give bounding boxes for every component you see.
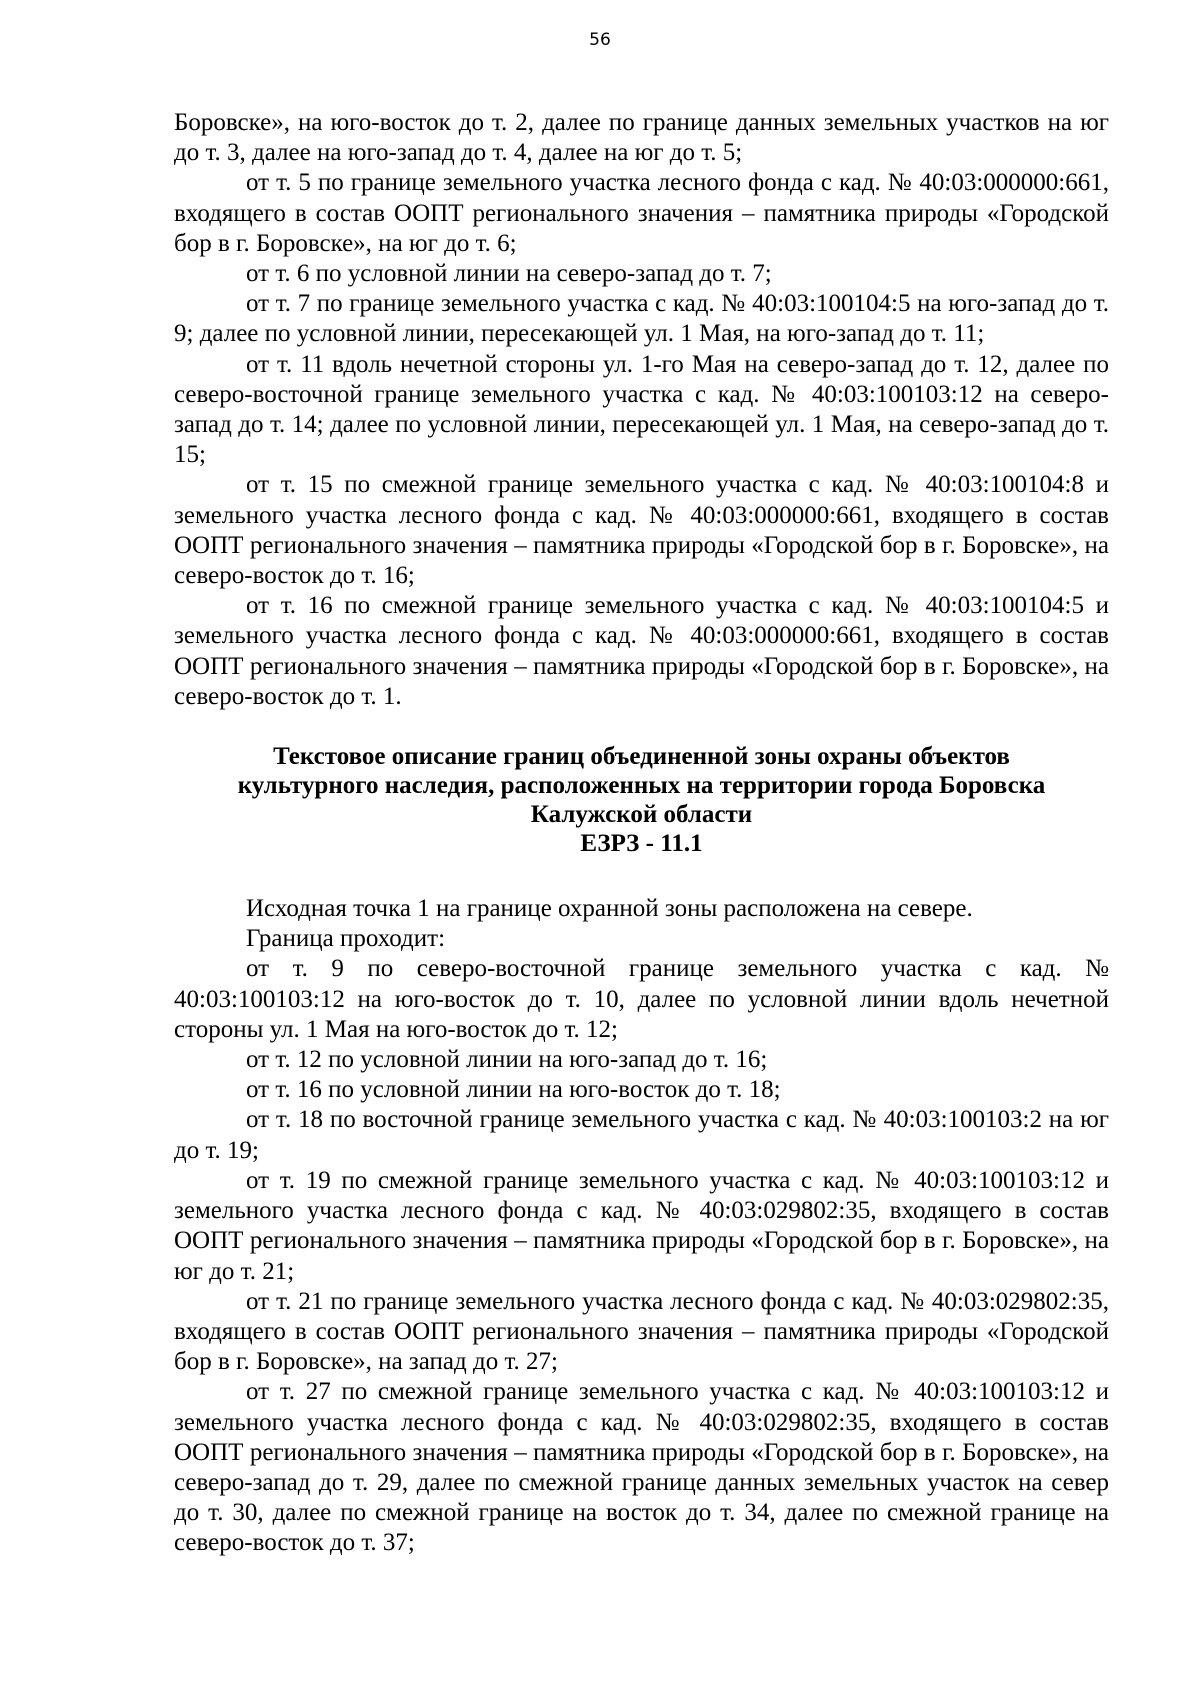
section-heading (174, 742, 1109, 858)
paragraph: от т. 12 по условной линии на юго-запад до т. 16; (246, 1046, 768, 1074)
page-number: 56 (589, 30, 611, 50)
heading-code: ЕЗРЗ - 11.1 (580, 830, 703, 858)
paragraph: от т. 18 по восточной границе земельного участка с кад. № 40:03:100103:2 на юг до т. 19; (174, 1106, 1109, 1164)
paragraph: от т. 5 по границе земельного участка лесного фонда с кад. № 40:03:000000:661, входящего в состав ООПТ регионального значения – памятника природы «Городской бор в г. Боровске», на юг до т. 6; (174, 169, 1109, 257)
paragraph: от т. 21 по границе земельного участка лесного фонда с кад. № 40:03:029802:35, входящего в состав ООПТ регионального значения – памятника природы «Городской бор в г. Боровске», на запад до т. 27; (174, 1287, 1109, 1376)
heading-line: Калужской области (530, 801, 753, 829)
paragraph: от т. 6 по условной линии на северо-запад до т. 7; (246, 260, 772, 288)
paragraph: от т. 16 по условной линии на юго-восток до т. 18; (246, 1076, 781, 1104)
heading-line: Текстовое описание границ объединенной зоны охраны объектов (273, 743, 1010, 771)
paragraph: от т. 11 вдоль нечетной стороны ул. 1-го Мая на северо-запад до т. 12, далее по северо-восточной границе земельного участка с кад. № 40:03:100103:12 на северо-запад до т. 14; далее по условной линии, пересекающей ул. 1 Мая, на северо-запад до т. 15; (174, 350, 1109, 469)
paragraph: Боровске», на юго-восток до т. 2, далее по границе данных земельных участков на юг до т. 3, далее на юго-запад до т. 4, далее на юг до т. 5; (174, 109, 1109, 167)
paragraph: Исходная точка 1 на границе охранной зоны расположена на севере. (246, 895, 973, 923)
paragraph: от т. 27 по смежной границе земельного участка с кад. № 40:03:100103:12 и земельного участка лесного фонда с кад. № 40:03:029802:35, входящего в состав ООПТ регионального значения – памятника природы «Городской бор в г. Боровске», на северо-запад до т. 29, далее по смежной границе данных земельных участок на север до т. 30, далее по смежной границе на восток до т. 34, далее по смежной границе на северо-восток до т. 37; (174, 1378, 1109, 1557)
paragraph: Граница проходит: (246, 925, 446, 953)
paragraph: от т. 19 по смежной границе земельного участка с кад. № 40:03:100103:12 и земельного участка лесного фонда с кад. № 40:03:029802:35, входящего в состав ООПТ регионального значения – памятника природы «Городской бор в г. Боровске», на юг до т. 21; (174, 1166, 1109, 1285)
paragraph: от т. 16 по смежной границе земельного участка с кад. № 40:03:100104:5 и земельного участка лесного фонда с кад. № 40:03:000000:661, входящего в состав ООПТ регионального значения – памятника природы «Городской бор в г. Боровске», на северо-восток до т. 1. (174, 592, 1109, 710)
heading-line: культурного наследия, расположенных на территории города Боровска (237, 772, 1046, 800)
paragraph: от т. 15 по смежной границе земельного участка с кад. № 40:03:100104:8 и земельного участка лесного фонда с кад. № 40:03:000000:661, входящего в состав ООПТ регионального значения – памятника природы «Городской бор в г. Боровске», на северо-восток до т. 16; (174, 471, 1109, 590)
paragraph: от т. 9 по северо-восточной границе земельного участка с кад. № 40:03:100103:12 на юго-восток до т. 10, далее по условной линии вдоль нечетной стороны ул. 1 Мая на юго-восток до т. 12; (174, 955, 1109, 1043)
paragraph: от т. 7 по границе земельного участка с кад. № 40:03:100104:5 на юго-запад до т. 9; далее по условной линии, пересекающей ул. 1 Мая, на юго-запад до т. 11; (174, 290, 1109, 348)
document-body (174, 108, 1109, 1559)
